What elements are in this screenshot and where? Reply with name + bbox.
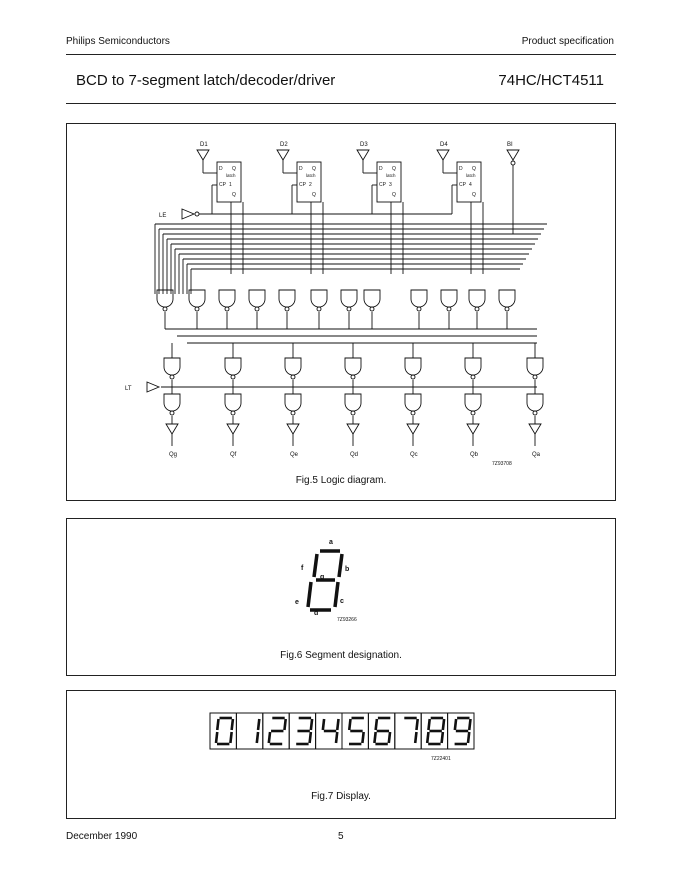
- svg-text:latch: latch: [386, 173, 396, 178]
- lt-label: LT: [125, 386, 132, 392]
- svg-text:latch: latch: [466, 173, 476, 178]
- output-gate-1: [164, 394, 180, 411]
- svg-text:Q: Q: [392, 166, 396, 172]
- svg-text:Q: Q: [312, 192, 316, 198]
- seg-label-b: b: [345, 566, 350, 573]
- input-label-2: D2: [280, 142, 288, 148]
- fig6-code: 7Z93266: [337, 617, 357, 623]
- fig5-caption: Fig.5 Logic diagram.: [295, 475, 387, 486]
- digit-3-segment-c: [310, 732, 311, 743]
- svg-text:Q: Q: [472, 192, 476, 198]
- svg-text:CP: CP: [299, 182, 306, 188]
- svg-text:2: 2: [309, 182, 312, 188]
- digit-4-segment-c: [336, 732, 337, 743]
- digit-4-segment-b: [337, 719, 338, 730]
- fig7-caption: Fig.7 Display.: [311, 791, 371, 802]
- input-buffer-2: [277, 150, 289, 160]
- digit-4-segment-f: [323, 719, 324, 730]
- input-buffer-3: [357, 150, 369, 160]
- input-buffer-4: [437, 150, 449, 160]
- input-label-1: D1: [200, 142, 208, 148]
- output-label-4: Qd: [350, 452, 359, 458]
- decode-gate-9: [411, 290, 427, 307]
- header-rule: [66, 54, 616, 55]
- seg-label-c: c: [340, 598, 344, 605]
- lt-buffer: [147, 382, 159, 392]
- doc-type: Product specification: [521, 36, 614, 47]
- fig5-code: 7Z93708: [492, 461, 512, 467]
- digit-6-segment-c: [389, 732, 390, 743]
- svg-text:1: 1: [229, 182, 232, 188]
- decode-gate-5: [279, 290, 295, 307]
- segment-gate-7: [527, 358, 543, 375]
- segment-gate-4: [345, 358, 361, 375]
- output-buffer-2: [227, 424, 239, 434]
- digit-9-segment-b: [469, 719, 470, 730]
- digit-5-segment-c: [362, 732, 363, 743]
- seg-label-d: d: [314, 610, 319, 617]
- digit-8-segment-f: [428, 719, 429, 730]
- figure-logic-diagram: [66, 123, 616, 501]
- digit-5-segment-f: [349, 719, 350, 730]
- input-label-3: D3: [360, 142, 368, 148]
- seg-label-a: a: [329, 539, 333, 546]
- decode-gate-12: [499, 290, 515, 307]
- fig7-code: 7Z22401: [431, 756, 451, 762]
- digit-9-segment-c: [468, 732, 469, 743]
- digit-8-segment-e: [427, 732, 428, 743]
- output-label-5: Qc: [410, 452, 418, 458]
- decode-gate-10: [441, 290, 457, 307]
- output-buffer-4: [347, 424, 359, 434]
- segment-b: [339, 554, 342, 577]
- output-buffer-7: [529, 424, 541, 434]
- digit-cell-1: [236, 713, 262, 749]
- decode-gate-8: [364, 290, 380, 307]
- decode-gate-4: [249, 290, 265, 307]
- output-gate-4: [345, 394, 361, 411]
- digit-1-segment-c: [257, 732, 258, 743]
- digit-0-segment-e: [216, 732, 217, 743]
- output-label-1: Qg: [169, 452, 178, 458]
- decode-gate-11: [469, 290, 485, 307]
- segment-gate-1: [164, 358, 180, 375]
- svg-text:Q: Q: [312, 166, 316, 172]
- output-gate-7: [527, 394, 543, 411]
- output-buffer-1: [166, 424, 178, 434]
- digit-6-segment-f: [376, 719, 377, 730]
- digit-0-segment-b: [232, 719, 233, 730]
- output-buffer-5: [407, 424, 419, 434]
- seg-label-e: e: [295, 599, 299, 606]
- digit-8-segment-b: [443, 719, 444, 730]
- svg-text:CP: CP: [219, 182, 226, 188]
- figure-display: [66, 690, 616, 819]
- output-label-2: Qf: [230, 452, 237, 458]
- page-number: 5: [338, 831, 344, 842]
- doc-title: BCD to 7-segment latch/decoder/driver: [76, 72, 336, 89]
- svg-text:latch: latch: [226, 173, 236, 178]
- segment-e: [308, 582, 311, 607]
- output-gate-6: [465, 394, 481, 411]
- digit-6-segment-e: [374, 732, 375, 743]
- output-gate-2: [225, 394, 241, 411]
- svg-text:Q: Q: [392, 192, 396, 198]
- svg-text:D: D: [299, 166, 303, 172]
- company-name: Philips Semiconductors: [66, 36, 170, 47]
- output-label-7: Qa: [532, 452, 541, 458]
- input-label-bi: BI: [507, 142, 513, 148]
- svg-text:D: D: [379, 166, 383, 172]
- svg-text:Q: Q: [232, 192, 236, 198]
- digit-3-segment-b: [311, 719, 312, 730]
- digit-2-segment-e: [269, 732, 270, 743]
- bi-buffer: [507, 150, 519, 160]
- segment-gate-5: [405, 358, 421, 375]
- input-buffer-1: [197, 150, 209, 160]
- digit-0-segment-c: [230, 732, 231, 743]
- svg-text:latch: latch: [306, 173, 316, 178]
- le-buffer: [182, 209, 194, 219]
- input-label-4: D4: [440, 142, 448, 148]
- svg-text:Q: Q: [472, 166, 476, 172]
- digit-8-segment-c: [442, 732, 443, 743]
- digit-9-segment-f: [455, 719, 456, 730]
- segment-gate-6: [465, 358, 481, 375]
- svg-text:D: D: [219, 166, 223, 172]
- output-gate-3: [285, 394, 301, 411]
- seg-label-g: g: [320, 574, 325, 581]
- svg-text:4: 4: [469, 182, 472, 188]
- logic-diagram: [67, 124, 615, 500]
- segment-f: [314, 554, 317, 577]
- digit-1-segment-b: [258, 719, 259, 730]
- decode-gate-6: [311, 290, 327, 307]
- figure-segment-designation: [66, 518, 616, 676]
- le-label: LE: [159, 213, 167, 219]
- part-number: 74HC/HCT4511: [498, 72, 604, 89]
- title-rule: [66, 103, 616, 104]
- segment-gate-3: [285, 358, 301, 375]
- decode-gate-7: [341, 290, 357, 307]
- digit-7-segment-b: [416, 719, 417, 730]
- svg-text:3: 3: [389, 182, 392, 188]
- svg-text:Q: Q: [232, 166, 236, 172]
- svg-text:CP: CP: [459, 182, 466, 188]
- digit-2-segment-b: [284, 719, 285, 730]
- svg-text:CP: CP: [379, 182, 386, 188]
- output-label-3: Qe: [290, 452, 299, 458]
- output-buffer-3: [287, 424, 299, 434]
- digit-7-segment-c: [415, 732, 416, 743]
- output-buffer-6: [467, 424, 479, 434]
- output-gate-5: [405, 394, 421, 411]
- fig6-caption: Fig.6 Segment designation.: [280, 650, 402, 661]
- output-label-6: Qb: [470, 452, 479, 458]
- footer-date: December 1990: [66, 831, 138, 842]
- seg-label-f: f: [301, 565, 304, 572]
- decode-gate-3: [219, 290, 235, 307]
- svg-text:D: D: [459, 166, 463, 172]
- segment-gate-2: [225, 358, 241, 375]
- segment-c: [335, 582, 338, 607]
- digit-0-segment-f: [217, 719, 218, 730]
